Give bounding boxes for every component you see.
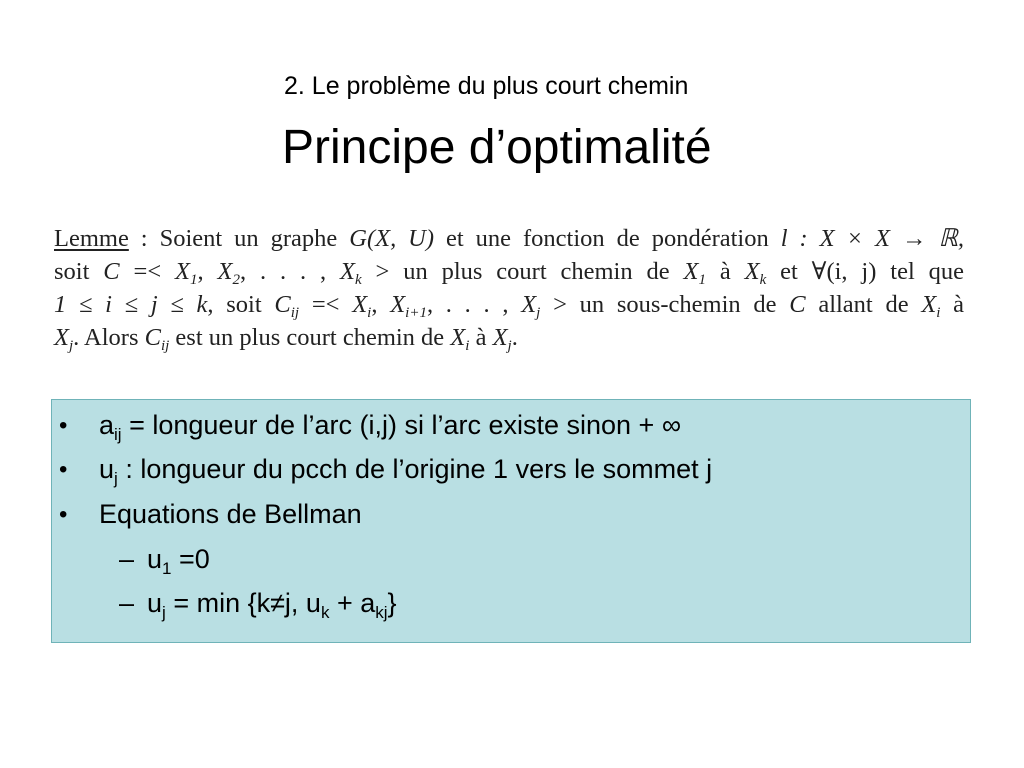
sub-item-u1 (147, 542, 210, 576)
lemma-math: C (789, 291, 806, 318)
lemma-text: est un plus court chemin de (169, 324, 451, 351)
var-u: u (99, 454, 115, 484)
subscript: j (114, 469, 118, 488)
lemma-text: =< (119, 258, 176, 285)
bellman-box (51, 399, 971, 643)
lemma-sub: j (536, 305, 541, 321)
lemma-math: 1 ≤ i ≤ j ≤ k (54, 291, 208, 318)
lemma-sub: i (367, 305, 372, 321)
lemma-text: . (511, 324, 518, 351)
dash-icon: – (119, 588, 135, 618)
slide-subtitle: 2. Le problème du plus court chemin (284, 72, 689, 100)
var-a: a (99, 410, 115, 440)
subscript: kj (375, 603, 388, 622)
lemma-text: et une fonction de pondération (434, 225, 781, 252)
lemma-math: X (921, 291, 937, 318)
lemma-math: X (521, 291, 537, 318)
lemma-sub: 2 (232, 272, 240, 288)
lemma-sub: ij (160, 338, 170, 354)
lemma-text: , soit (207, 291, 275, 318)
lemma-math: G(X, U) (349, 225, 435, 252)
var-u: u (147, 588, 163, 618)
lemma-math: X (175, 258, 190, 285)
subscript: j (162, 603, 166, 622)
bullet-text: = longueur de l’arc (i,j) si l’arc existe sinon + ∞ (121, 410, 682, 440)
bullet-icon: • (59, 456, 68, 483)
lemma-text: , (197, 258, 218, 285)
lemma-line-2 (54, 255, 964, 288)
equation-text: =0 (171, 544, 210, 574)
lemma-sub: k (759, 272, 767, 288)
lemma-sub: k (354, 272, 362, 288)
equation-text: = min {k≠j, u (165, 588, 321, 618)
lemma-line-1 (54, 222, 964, 255)
sub-item-uj (147, 586, 397, 620)
lemma-sub: j (507, 338, 512, 354)
bullet-item-bellman: Equations de Bellman (99, 499, 362, 529)
lemma-text: et ∀(i, j) tel que (766, 258, 965, 285)
lemma-sub: i (936, 305, 941, 321)
lemma-math: X (339, 258, 355, 285)
subscript: ij (114, 425, 122, 444)
lemma-block (54, 222, 964, 354)
lemma-text: allant de (805, 291, 922, 318)
lemma-math: X (54, 324, 69, 351)
lemma-math: X (744, 258, 760, 285)
lemma-sub: 1 (189, 272, 198, 288)
lemma-label: Lemme (54, 225, 129, 252)
lemma-math: X (217, 258, 233, 285)
subscript: 1 (162, 559, 172, 578)
lemma-sub: ij (290, 305, 300, 321)
lemma-text: > un sous-chemin de (540, 291, 790, 318)
equation-text: + a (329, 588, 376, 618)
lemma-text: à (469, 324, 493, 351)
lemma-text: =< (299, 291, 353, 318)
lemma-sub: 1 (698, 272, 706, 288)
lemma-text: > un plus court chemin de (361, 258, 684, 285)
lemma-text: soit (54, 258, 104, 285)
lemma-math: C (144, 324, 161, 351)
lemma-math: l : X × X → ℝ, (780, 225, 964, 252)
lemma-math: X (390, 291, 406, 318)
subscript: k (320, 603, 330, 622)
lemma-math: X (352, 291, 368, 318)
bullet-icon: • (59, 412, 68, 439)
lemma-text: , . . . , (426, 291, 522, 318)
lemma-text: : Soient un graphe (128, 225, 350, 252)
bullet-icon: • (59, 501, 68, 528)
dash-icon: – (119, 544, 135, 574)
lemma-math: X (683, 258, 699, 285)
equation-text: } (387, 588, 397, 618)
slide-title: Principe d’optimalité (282, 121, 712, 174)
bullet-item-aij (99, 408, 681, 442)
bullet-item-uj (99, 452, 712, 486)
bullet-text: : longueur du pcch de l’origine 1 vers le sommet j (117, 454, 713, 484)
lemma-line-4 (54, 321, 964, 354)
lemma-math: X (450, 324, 466, 351)
lemma-text: à (705, 258, 745, 285)
var-u: u (147, 544, 163, 574)
lemma-sub: i (465, 338, 470, 354)
lemma-text: à (940, 291, 965, 318)
lemma-sub: j (68, 338, 74, 354)
lemma-line-3 (54, 288, 964, 321)
lemma-text: , (371, 291, 391, 318)
lemma-math: C (274, 291, 291, 318)
lemma-math: C (103, 258, 120, 285)
lemma-text: , . . . , (239, 258, 340, 285)
lemma-sub: i+1 (405, 305, 427, 321)
lemma-text: . Alors (73, 324, 145, 351)
lemma-math: X (492, 324, 508, 351)
